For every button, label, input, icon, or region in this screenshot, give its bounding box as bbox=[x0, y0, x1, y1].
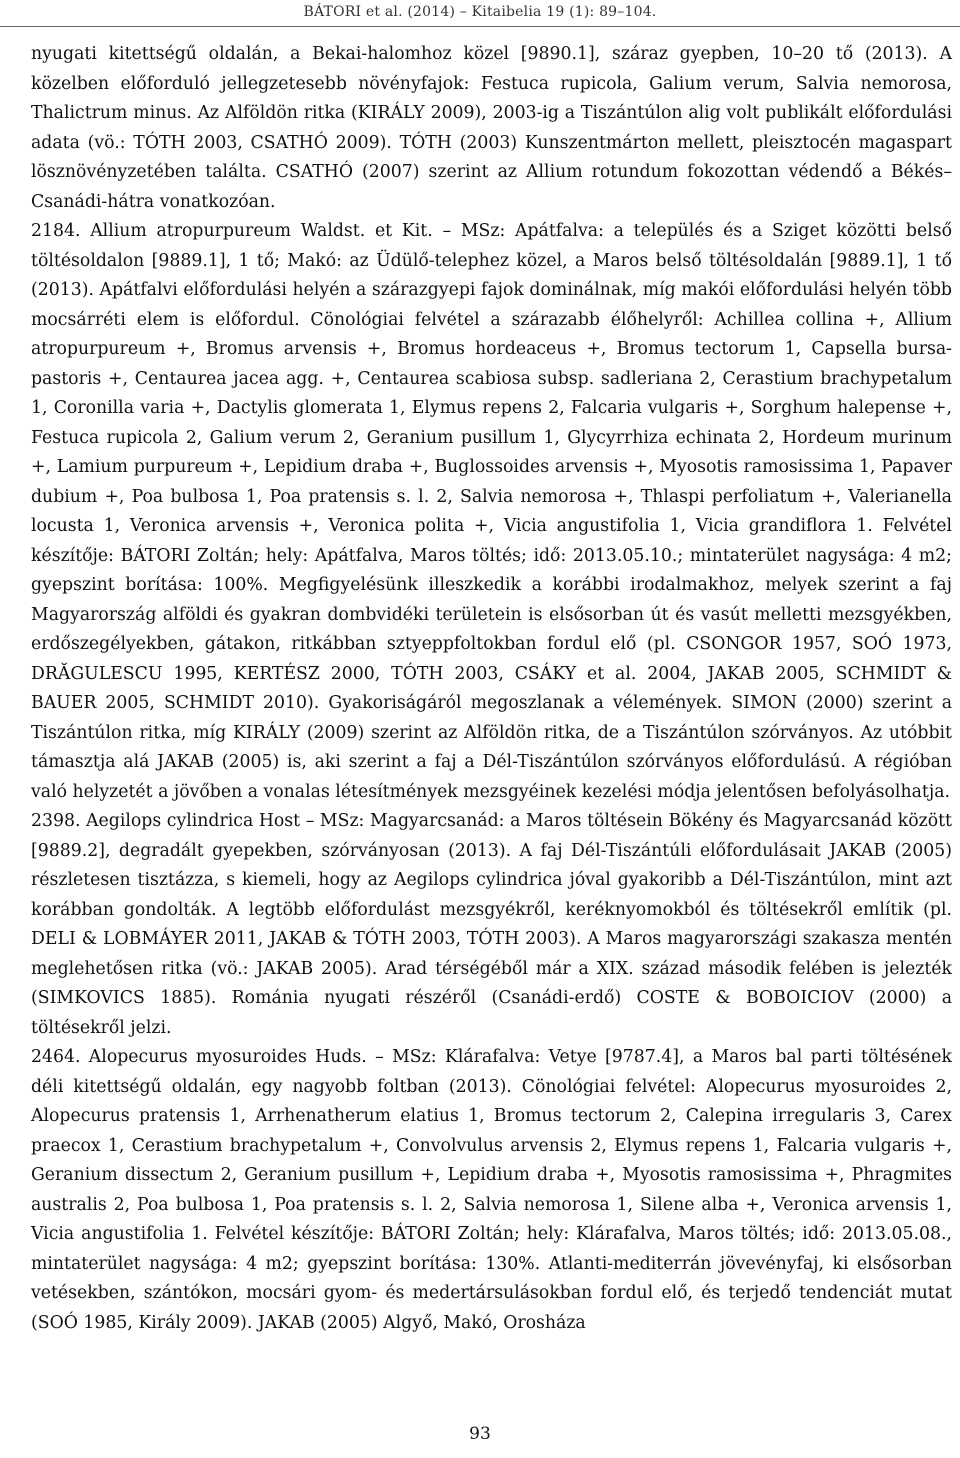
page-number: 93 bbox=[469, 1424, 491, 1444]
header-rule bbox=[0, 26, 960, 27]
species-entry-2184: 2184. Allium atropurpureum Waldst. et Kit. – MSz: Apátfalva: a település és a Sziget közötti belső töltésoldalon [9889.1], 1 tő; Makó: az Üdülő-telephez közel, a Maros belső töltésoldalán [9889.1], 1 tő (2013). Apátfalvi előfordulási helyén a szárazgyepi fajok dominálnak, míg makói előfordulási helyén több mocsárréti elem is előfordul. Cönológiai felvétel a szárazabb élőhelyről: Achillea collina +, Allium atropurpureum +, Bromus arvensis +, Bromus hordeaceus +, Bromus tectorum 1, Capsella bursa-pastoris +, Centaurea jacea agg. +, Centaurea scabiosa subsp. sadleriana 2, Cerastium brachypetalum 1, Coronilla varia +, Dactylis glomerata 1, Elymus repens 2, Falcaria vulgaris +, Sorghum halepense +, Festuca rupicola 2, Galium verum 2, Geranium pusillum 1, Glycyrrhiza echinata 2, Hordeum murinum +, Lamium purpureum +, Lepidium draba +, Buglossoides arvensis +, Myosotis ramosissima 1, Papaver dubium +, Poa bulbosa 1, Poa pratensis s. l. 2, Salvia nemorosa +, Thlaspi perfoliatum +, Valerianella locusta 1, Veronica arvensis +, Veronica polita +, Vicia angustifolia 1, Vicia grandiflora 1. Felvétel készítője: BÁTORI Zoltán; hely: Apátfalva, Maros töltés; idő: 2013.05.10.; mintaterület nagysága: 4 m2; gyepszint borítása: 100%. Megfigyelésünk illeszkedik a korábbi irodalmakhoz, melyek szerint a faj Magyarország alföldi és gyakran dombvidéki területein is elsősorban út és vasút melletti mezsgyékben, erdőszegélyekben, gátakon, ritkábban sztyeppfoltokban fordul elő (pl. CSONGOR 1957, SOÓ 1973, DRĂGULESCU 1995, KERTÉSZ 2000, TÓTH 2003, CSÁKY et al. 2004, JAKAB 2005, SCHMIDT & BAUER 2005, SCHMIDT 2010). Gyakoriságáról megoszlanak a vélemények. SIMON (2000) szerint a Tiszántúlon ritka, míg KIRÁLY (2009) szerint az Alföldön ritka, de a Tiszántúlon szórványos. Az utóbbit támasztja alá JAKAB (2005) is, aki szerint a faj a Dél-Tiszántúlon szórványos előfordulású. A régióban való helyzetét a jövőben a vonalas létesítmények mezsgyéinek kezelési módja jelentősen befolyásolhatja. bbox=[31, 221, 952, 802]
species-entry-2398: 2398. Aegilops cylindrica Host – MSz: Magyarcsanád: a Maros töltésein Bökény és Magyarcsanád között [9889.2], degradált gyepekben, szórványosan (2013). A faj Dél-Tiszántúli előfordulásait JAKAB (2005) részletesen tisztázza, s kiemeli, hogy az Aegilops cylindrica jóval gyakoribb a Dél-Tiszántúlon, mint azt korábban gondolták. A legtöbb előfordulást mezsgyékről, keréknyomokból és töltésekről említik (pl. DELI & LOBMÁYER 2011, JAKAB & TÓTH 2003, TÓTH 2003). A Maros magyarországi szakasza mentén meglehetősen ritka (vö.: JAKAB 2005). Arad térségéből már a XIX. század második felében is jelezték (SIMKOVICS 1885). Románia nyugati részéről (Csanádi-erdő) COSTE & BOBOICIOV (2000) a töltésekről jelzi. bbox=[31, 811, 952, 1038]
paragraph-continuation: nyugati kitettségű oldalán, a Bekai-halomhoz közel [9890.1], száraz gyepben, 10–20 tő (2013). A közelben előforduló jellegzetesebb növényfajok: Festuca rupicola, Galium verum, Salvia nemorosa, Thalictrum minus. Az Alföldön ritka (KIRÁLY 2009), 2003-ig a Tiszántúlon alig volt publikált előfordulási adata (vö.: TÓTH 2003, CSATHÓ 2009). TÓTH (2003) Kunszentmárton mellett, pleisztocén magaspart lösznövényzetében találta. CSATHÓ (2007) szerint az Allium rotundum fokozottan védendő a Békés–Csanádi-hátra vonatkozóan. bbox=[31, 44, 952, 212]
running-head-text: BÁTORI et al. (2014) – Kitaibelia 19 (1): 89–104. bbox=[303, 4, 657, 20]
species-entry-2464: 2464. Alopecurus myosuroides Huds. – MSz: Klárafalva: Vetye [9787.4], a Maros bal parti töltésének déli kitettségű oldalán, egy nagyobb foltban (2013). Cönológiai felvétel: Alopecurus myosuroides 2, Alopecurus pratensis 1, Arrhenatherum elatius 1, Bromus tectorum 2, Calepina irregularis 3, Carex praecox 1, Cerastium brachypetalum +, Convolvulus arvensis 2, Elymus repens 1, Falcaria vulgaris +, Geranium dissectum 2, Geranium pusillum +, Lepidium draba +, Myosotis ramosissima +, Phragmites australis 2, Poa bulbosa 1, Poa pratensis s. l. 2, Salvia nemorosa 1, Silene alba +, Veronica arvensis 1, Vicia angustifolia 1. Felvétel készítője: BÁTORI Zoltán; hely: Klárafalva, Maros töltés; idő: 2013.05.08., mintaterület nagysága: 4 m2; gyepszint borítása: 130%. Atlanti-mediterrán jövevényfaj, ki elsősorban vetésekben, szántókon, mocsári gyom- és medertársulásokban fordul elő, és terjedő tendenciát mutat (SOÓ 1985, Király 2009). JAKAB (2005) Algyő, Makó, Orosháza bbox=[31, 1047, 952, 1333]
article-body bbox=[31, 40, 952, 1338]
running-header bbox=[0, 0, 960, 28]
